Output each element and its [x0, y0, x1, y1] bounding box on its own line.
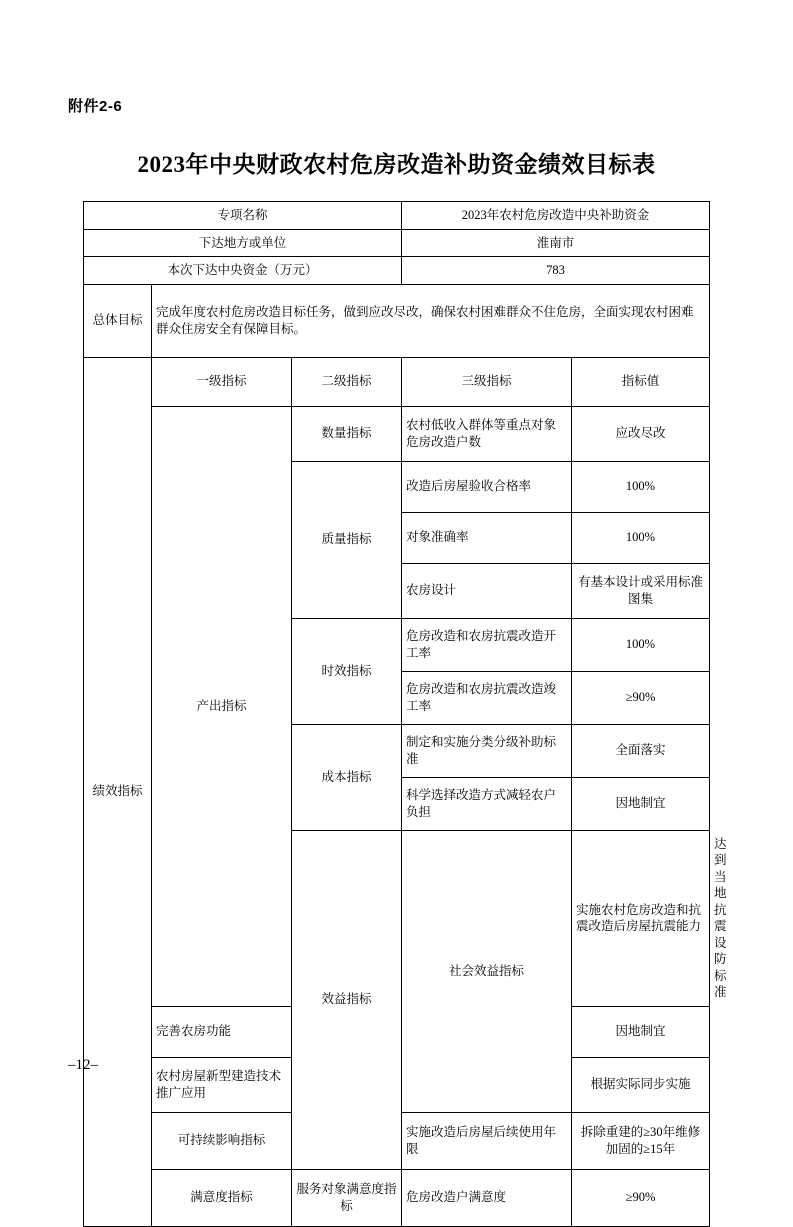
level1-benefit: 效益指标	[291, 830, 401, 1169]
overall-goal-label: 总体目标	[83, 284, 151, 357]
level3-item: 对象准确率	[401, 512, 571, 563]
level3-item: 农房设计	[401, 563, 571, 618]
level2-quality: 质量指标	[291, 461, 401, 618]
indicator-value: 根据实际同步实施	[571, 1057, 709, 1112]
level3-item: 实施改造后房屋后续使用年限	[401, 1112, 571, 1169]
level2-cost: 成本指标	[291, 724, 401, 830]
recipient-label: 下达地方或单位	[83, 229, 401, 257]
level1-output: 产出指标	[151, 406, 291, 1006]
level2-service-satisfaction: 服务对象满意度指标	[291, 1169, 401, 1226]
indicator-value: 100%	[571, 512, 709, 563]
special-fund-name-label: 专项名称	[83, 202, 401, 230]
level3-item: 农村低收入群体等重点对象危房改造户数	[401, 406, 571, 461]
header-level1: 一级指标	[151, 357, 291, 406]
table-row	[83, 257, 709, 285]
table-row	[83, 406, 709, 461]
attachment-label: 附件2-6	[68, 98, 123, 115]
indicator-value: 因地制宜	[571, 1006, 709, 1057]
table-row	[83, 229, 709, 257]
level1-satisfaction: 满意度指标	[151, 1169, 291, 1226]
indicator-value: ≥90%	[571, 671, 709, 724]
fund-amount-value: 783	[401, 257, 709, 285]
level3-item: 改造后房屋验收合格率	[401, 461, 571, 512]
level2-timeliness: 时效指标	[291, 618, 401, 724]
level3-item: 危房改造和农房抗震改造开工率	[401, 618, 571, 671]
table-row	[83, 1169, 709, 1226]
table-row	[83, 284, 709, 357]
special-fund-name-value: 2023年农村危房改造中央补助资金	[401, 202, 709, 230]
header-value: 指标值	[571, 357, 709, 406]
recipient-value: 淮南市	[401, 229, 709, 257]
table-row	[83, 202, 709, 230]
table-row: 效益指标 社会效益指标 实施农村危房改造和抗震改造后房屋抗震能力 达到当地抗震设防标准	[83, 830, 709, 1006]
overall-goal-text: 完成年度农村危房改造目标任务，做到应改尽改，确保农村困难群众不住危房，全面实现农村困难群众住房安全有保障目标。	[151, 284, 709, 357]
header-level2: 二级指标	[291, 357, 401, 406]
header-level3: 三级指标	[401, 357, 571, 406]
level2-social-benefit: 社会效益指标	[401, 830, 571, 1112]
indicator-value: 100%	[571, 461, 709, 512]
table-row	[83, 357, 709, 406]
performance-label: 绩效指标	[83, 357, 151, 1226]
indicator-value: 100%	[571, 618, 709, 671]
level3-item: 科学选择改造方式减轻农户负担	[401, 777, 571, 830]
level3-item: 危房改造和农房抗震改造竣工率	[401, 671, 571, 724]
indicator-value: 全面落实	[571, 724, 709, 777]
indicator-value: ≥90%	[571, 1169, 709, 1226]
indicator-value: 应改尽改	[571, 406, 709, 461]
fund-amount-label: 本次下达中央资金（万元）	[83, 257, 401, 285]
indicator-value: 因地制宜	[571, 777, 709, 830]
level3-item: 危房改造户满意度	[401, 1169, 571, 1226]
level3-item: 完善农房功能	[151, 1006, 291, 1057]
page-title: 2023年中央财政农村危房改造补助资金绩效目标表	[137, 152, 656, 177]
level3-item: 制定和实施分类分级补助标准	[401, 724, 571, 777]
level2-sustainable: 可持续影响指标	[151, 1112, 291, 1169]
level3-item: 农村房屋新型建造技术推广应用	[151, 1057, 291, 1112]
indicator-value: 拆除重建的≥30年维修加固的≥15年	[571, 1112, 709, 1169]
page-number: –12–	[68, 1057, 98, 1073]
level2-quantity: 数量指标	[291, 406, 401, 461]
indicator-value: 有基本设计或采用标准图集	[571, 563, 709, 618]
level3-item: 实施农村危房改造和抗震改造后房屋抗震能力	[571, 830, 709, 1006]
